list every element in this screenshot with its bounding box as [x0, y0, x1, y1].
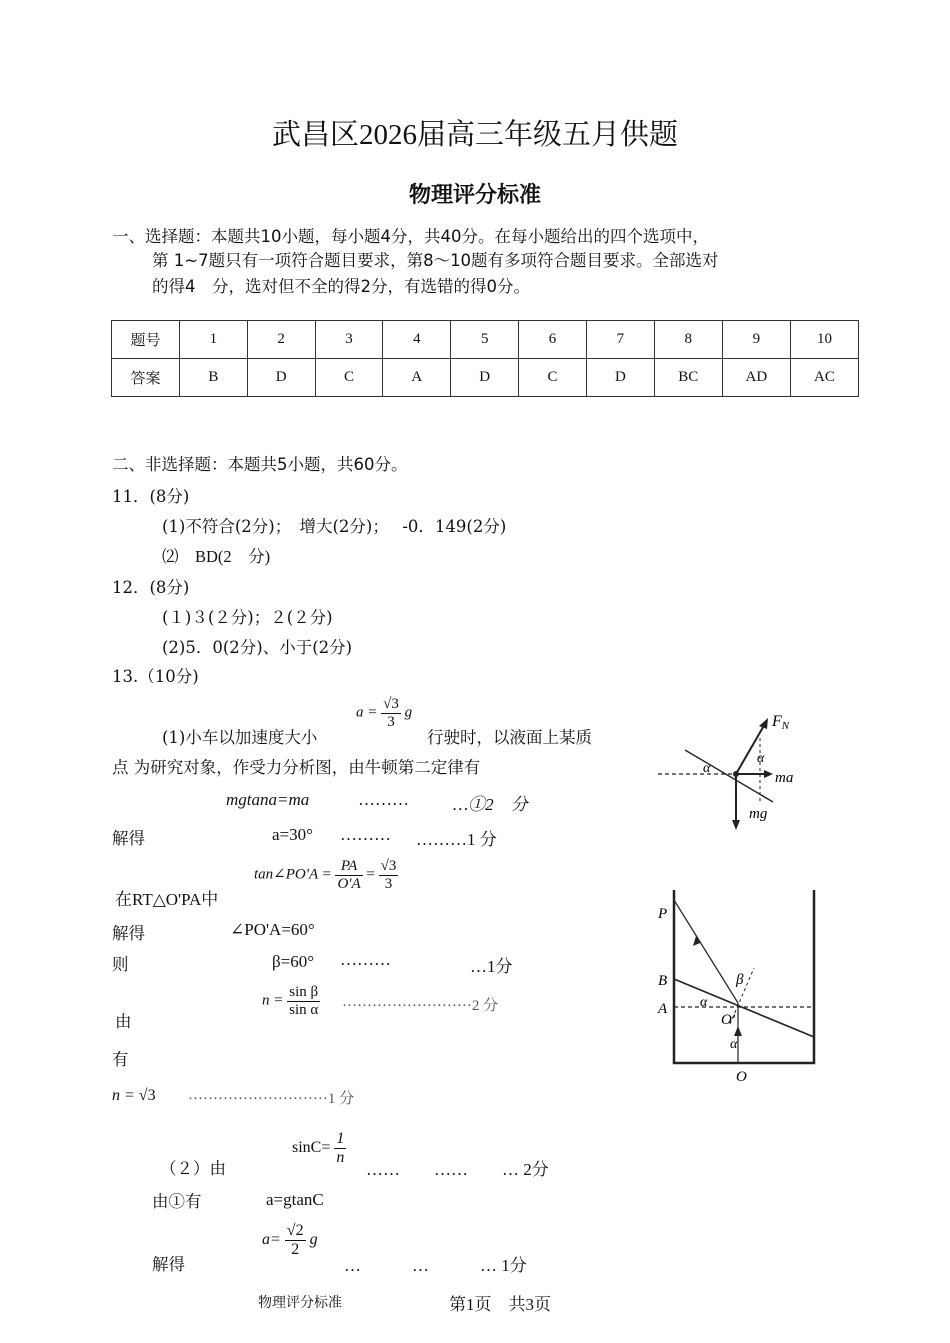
table-cell: C	[519, 359, 587, 397]
jiede3-den: 2	[291, 1240, 300, 1258]
sinc-dots: …… …… … 2分	[366, 1160, 549, 1179]
sinc-lhs: sinC=	[292, 1138, 331, 1156]
q11-part2: ⑵ BD(2 分)	[162, 547, 271, 566]
table-cell: AD	[722, 359, 790, 397]
you-label: 由	[115, 1012, 132, 1031]
n-num: sin β	[287, 984, 320, 1002]
mg-label: mg	[749, 806, 768, 822]
n3-formula	[112, 1087, 156, 1105]
table-cell: AC	[790, 359, 858, 397]
section1-line1: 一、选择题：本题共10小题，每小题4分，共40分。在每小题给出的四个选项中，	[112, 227, 709, 246]
section1-line2: 第 1~7题只有一项符合题目要求，第8～10题有多项符合题目要求。全部选对	[152, 251, 719, 270]
tan-den2: 3	[384, 875, 393, 892]
tan-formula	[254, 858, 398, 892]
alpha-label-2: α	[703, 761, 711, 776]
table-cell: 1	[179, 321, 247, 359]
fn-arrowhead	[759, 718, 768, 729]
n-formula	[262, 984, 320, 1018]
point-b-label: B	[658, 973, 668, 989]
rt-label: 在RT△O'PA中	[115, 890, 219, 909]
ma-arrowhead	[764, 770, 773, 778]
jiede3-dots: … … … 1分	[344, 1256, 527, 1275]
formula-numerator: √3	[383, 696, 399, 712]
q13-p1-line2: 点 为研究对象，作受力分析图，由牛顿第二定律有	[112, 758, 481, 777]
force-diagram	[655, 708, 805, 836]
footer-left: 物理评分标准	[258, 1295, 342, 1311]
eq1: mgtana=ma	[226, 790, 310, 809]
alpha-top-label: α	[700, 995, 708, 1010]
tan-num1: PA	[335, 858, 362, 876]
fn-label: FN	[772, 713, 790, 732]
table-cell: 9	[722, 321, 790, 359]
table-row-answers	[112, 359, 859, 397]
tan-eq: =	[366, 866, 375, 883]
jiede1-dots1: ………	[340, 825, 391, 844]
tan-den1: O'A	[337, 875, 361, 892]
table-cell: 3	[315, 321, 383, 359]
ze-dots1: ………	[340, 950, 391, 969]
q12-part1: (１)３(２分)；２(２分)	[162, 608, 333, 627]
q13-head: 13.（10分)	[112, 667, 199, 686]
sinc-formula	[292, 1130, 346, 1166]
p2-label: （２）由	[160, 1159, 226, 1178]
you-label2: 有	[112, 1050, 129, 1069]
jiede3-label: 解得	[152, 1255, 185, 1274]
footer-page-number: 第1页 共3页	[449, 1295, 551, 1314]
q13-accel-formula	[356, 696, 412, 730]
point-o-label: O	[736, 1069, 747, 1085]
formula-lhs: a =	[356, 704, 378, 721]
alpha-label-1: α	[757, 751, 765, 766]
jiede1-label: 解得	[112, 829, 145, 848]
page-title: 武昌区2026届高三年级五月供题	[271, 119, 678, 151]
formula-denominator: 3	[387, 713, 395, 730]
point-a-label: A	[658, 1001, 668, 1017]
jiede3-g: g	[309, 1230, 318, 1248]
table-cell: D	[451, 359, 519, 397]
q13-p1-before: (1)小车以加速度大小	[162, 728, 318, 747]
container-outline	[674, 890, 814, 1063]
n3-dots: ····························1 分	[188, 1091, 355, 1107]
beta-label: β	[736, 972, 744, 988]
jiede1-dots2: ………1 分	[416, 830, 497, 849]
section1-line3: 的得4 分，选对但不全的得2分，有选错的得0分。	[152, 277, 530, 296]
ze-label: 则	[112, 955, 129, 974]
fn-vector	[736, 722, 766, 774]
n-dots: ··························2 分	[342, 998, 499, 1014]
table-cell: D	[586, 359, 654, 397]
n3-val: √3	[138, 1087, 156, 1104]
q11-part1: (1)不符合(2分)； 增大(2分)； -0．149(2分)	[162, 517, 507, 536]
jiede1-eq: a=30°	[272, 825, 313, 844]
n-fraction	[287, 984, 320, 1018]
incident-ray-arrowhead	[734, 1026, 742, 1036]
q11-head: 11．(8分)	[112, 487, 190, 506]
refraction-diagram	[650, 888, 830, 1088]
you1-label: 由①有	[152, 1192, 202, 1211]
jiede3-fraction	[285, 1222, 306, 1258]
table-cell: 4	[383, 321, 451, 359]
point-p-label: P	[658, 906, 668, 922]
q13-p1-after: 行驶时，以液面上某质	[427, 728, 592, 747]
jiede2-label: 解得	[112, 924, 145, 943]
tilted-liquid-surface	[674, 979, 814, 1037]
sinc-den: n	[336, 1148, 345, 1166]
jiede3-num: √2	[286, 1222, 304, 1239]
formula-fraction	[381, 696, 401, 730]
eq1-dots2: …①2 分	[453, 795, 528, 814]
section2-heading: 二、非选择题：本题共5小题，共60分。	[112, 455, 408, 474]
particle-point	[733, 771, 739, 777]
formula-g: g	[404, 704, 413, 721]
table-cell: 10	[790, 321, 858, 359]
jiede3-lhs: a=	[262, 1230, 281, 1248]
n-den: sin α	[289, 1001, 319, 1018]
eq1-dots1: ………	[358, 790, 409, 809]
table-cell: A	[383, 359, 451, 397]
table-cell: 8	[654, 321, 722, 359]
table-header-number: 题号	[112, 321, 180, 359]
q12-head: 12．(8分)	[112, 578, 190, 597]
tan-lhs: tan∠PO'A =	[254, 866, 332, 883]
ma-label: ma	[775, 770, 794, 786]
alpha-bottom-label: α	[730, 1037, 738, 1052]
answer-table	[111, 320, 859, 397]
jiede3-formula	[262, 1222, 318, 1258]
ze-eq: β=60°	[272, 952, 315, 971]
sinc-fraction	[334, 1130, 346, 1166]
table-cell: B	[179, 359, 247, 397]
n3-lhs: n =	[112, 1087, 135, 1104]
table-cell: 6	[519, 321, 587, 359]
jiede2-eq: ∠PO'A=60°	[230, 920, 315, 939]
q12-part2: (2)5．0(2分)、小于(2分)	[162, 638, 353, 657]
sinc-num: 1	[336, 1130, 345, 1147]
mg-arrowhead	[732, 820, 740, 830]
table-header-answer: 答案	[112, 359, 180, 397]
tan-num2: √3	[380, 858, 397, 874]
table-cell: BC	[654, 359, 722, 397]
tan-fraction1	[335, 858, 362, 892]
table-cell: C	[315, 359, 383, 397]
page-subtitle: 物理评分标准	[408, 183, 541, 208]
ze-dots2: …1分	[470, 957, 513, 976]
point-o-prime-label: O'	[721, 1012, 736, 1028]
refracted-ray	[674, 900, 738, 1003]
table-cell: 5	[451, 321, 519, 359]
tan-fraction2	[379, 858, 399, 892]
table-cell: 2	[247, 321, 315, 359]
table-cell: 7	[586, 321, 654, 359]
table-cell: D	[247, 359, 315, 397]
you1-eq: a=gtanC	[266, 1190, 324, 1209]
n-lhs: n =	[262, 992, 284, 1009]
table-row-numbers	[112, 321, 859, 359]
